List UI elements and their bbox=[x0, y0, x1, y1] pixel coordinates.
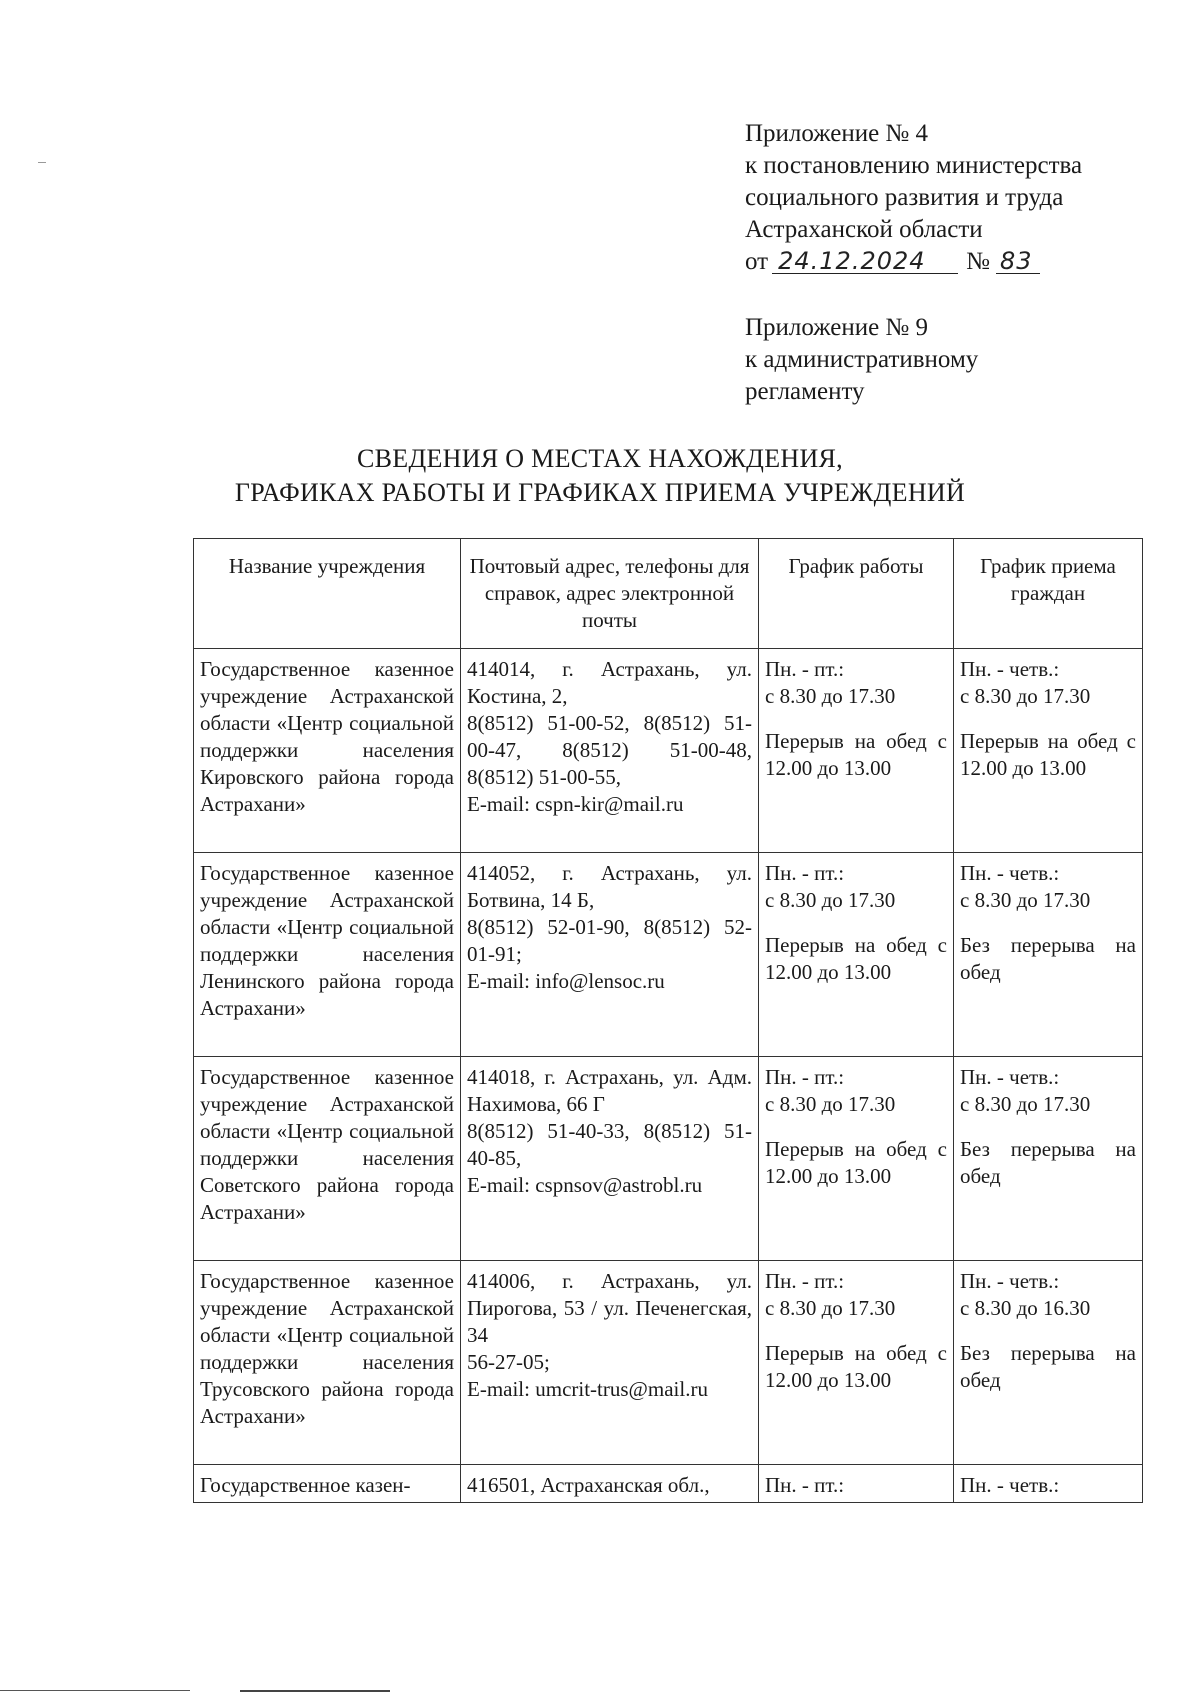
email-address: E-mail: cspn-kir@mail.ru bbox=[467, 792, 684, 816]
document-title bbox=[0, 442, 1200, 510]
reception-hours: с 8.30 до 17.30 bbox=[960, 888, 1091, 912]
institution-contacts bbox=[461, 1057, 759, 1261]
reception-hours: с 8.30 до 16.30 bbox=[960, 1296, 1091, 1320]
handwritten-date: 24.12.2024 bbox=[772, 249, 958, 274]
email-address: E-mail: cspnsov@astrobl.ru bbox=[467, 1173, 703, 1197]
reception-schedule bbox=[954, 649, 1143, 853]
reception-schedule bbox=[954, 1261, 1143, 1465]
reception-days: Пн. - четв.: bbox=[960, 1065, 1060, 1089]
table-row-partial bbox=[194, 1465, 1143, 1503]
table-row bbox=[194, 853, 1143, 1057]
attachment-ref-line: социального развития и труда bbox=[745, 184, 1064, 211]
institution-name: Государственное казенное учреждение Астраханской области «Центр социальной поддержки населения Ленинского района города Астрахани» bbox=[194, 853, 461, 1057]
work-break: Перерыв на обед с 12.00 до 13.00 bbox=[765, 933, 947, 984]
reception-break: Без перерыва на обед bbox=[960, 1341, 1136, 1392]
handwritten-number: 83 bbox=[996, 249, 1040, 274]
institution-contacts bbox=[461, 649, 759, 853]
institution-name: Государственное казенное учреждение Астраханской области «Центр социальной поддержки населения Трусовского района города Астрахани» bbox=[194, 1261, 461, 1465]
attachment-ref-line: регламенту bbox=[745, 378, 865, 405]
institution-name: Государственное казенное учреждение Астраханской области «Центр социальной поддержки населения Советского района города Астрахани» bbox=[194, 1057, 461, 1261]
reception-break: Без перерыва на обед bbox=[960, 933, 1136, 984]
header-address-contacts: Почтовый адрес, телефоны для справок, адрес электронной почты bbox=[461, 539, 759, 649]
table-row bbox=[194, 1057, 1143, 1261]
postal-address: 414014, г. Астрахань, ул. Костина, 2, bbox=[467, 657, 752, 708]
institution-contacts bbox=[461, 1261, 759, 1465]
postal-address: 414018, г. Астрахань, ул. Адм. Нахимова, 66 Г bbox=[467, 1065, 752, 1116]
work-break: Перерыв на обед с 12.00 до 13.00 bbox=[765, 729, 947, 780]
work-days: Пн. - пт.: bbox=[765, 861, 845, 885]
work-days: Пн. - пт.: bbox=[765, 1065, 845, 1089]
work-hours: с 8.30 до 17.30 bbox=[765, 888, 896, 912]
work-break: Перерыв на обед с 12.00 до 13.00 bbox=[765, 1341, 947, 1392]
institution-name: Государственное казенное учреждение Астраханской области «Центр социальной поддержки населения Кировского района города Астрахани» bbox=[194, 649, 461, 853]
institutions-table bbox=[193, 538, 1143, 1503]
phone-numbers: 56-27-05; bbox=[467, 1350, 550, 1374]
institution-contacts bbox=[461, 853, 759, 1057]
work-hours: с 8.30 до 17.30 bbox=[765, 1092, 896, 1116]
header-work-schedule: График работы bbox=[759, 539, 954, 649]
phone-numbers: 8(8512) 51-00-52, 8(8512) 51-00-47, 8(8512) 51-00-48, 8(8512) 51-00-55, bbox=[467, 711, 752, 789]
scan-artifact bbox=[38, 162, 46, 163]
footer-rule bbox=[240, 1690, 390, 1692]
work-schedule bbox=[759, 1261, 954, 1465]
work-schedule bbox=[759, 853, 954, 1057]
table-row bbox=[194, 649, 1143, 853]
work-break: Перерыв на обед с 12.00 до 13.00 bbox=[765, 1137, 947, 1188]
work-days: Пн. - пт.: bbox=[759, 1465, 954, 1503]
reception-break: Без перерыва на обед bbox=[960, 1137, 1136, 1188]
work-days: Пн. - пт.: bbox=[765, 1269, 845, 1293]
work-hours: с 8.30 до 17.30 bbox=[765, 684, 896, 708]
attachment-ref-line: к административному bbox=[745, 346, 979, 373]
attachment-header-regulation bbox=[745, 312, 1165, 408]
reception-schedule bbox=[954, 853, 1143, 1057]
reception-hours: с 8.30 до 17.30 bbox=[960, 684, 1091, 708]
work-schedule bbox=[759, 649, 954, 853]
email-address: E-mail: umcrit-trus@mail.ru bbox=[467, 1377, 708, 1401]
reception-days: Пн. - четв.: bbox=[960, 1269, 1060, 1293]
table-row bbox=[194, 1261, 1143, 1465]
phone-numbers: 8(8512) 51-40-33, 8(8512) 51-40-85, bbox=[467, 1119, 752, 1170]
postal-address: 414006, г. Астрахань, ул. Пирогова, 53 / ул. Печенегская, 34 bbox=[467, 1269, 752, 1347]
phone-numbers: 8(8512) 52-01-90, 8(8512) 52-01-91; bbox=[467, 915, 752, 966]
reception-break: Перерыв на обед с 12.00 до 13.00 bbox=[960, 729, 1136, 780]
footer-rule bbox=[0, 1690, 190, 1691]
postal-address: 414052, г. Астрахань, ул. Ботвина, 14 Б, bbox=[467, 861, 752, 912]
attachment-ref-line: к постановлению министерства bbox=[745, 152, 1083, 179]
title-line: ГРАФИКАХ РАБОТЫ И ГРАФИКАХ ПРИЕМА УЧРЕЖДЕНИЙ bbox=[234, 478, 966, 507]
reception-days: Пн. - четв.: bbox=[954, 1465, 1143, 1503]
reception-days: Пн. - четв.: bbox=[960, 861, 1060, 885]
work-days: Пн. - пт.: bbox=[765, 657, 845, 681]
attachment-ref-line: Астраханской области bbox=[745, 216, 983, 243]
reception-hours: с 8.30 до 17.30 bbox=[960, 1092, 1091, 1116]
date-prefix: от bbox=[745, 248, 769, 275]
header-institution-name: Название учреждения bbox=[194, 539, 461, 649]
table-header-row bbox=[194, 539, 1143, 649]
reception-schedule bbox=[954, 1057, 1143, 1261]
title-line: СВЕДЕНИЯ О МЕСТАХ НАХОЖДЕНИЯ, bbox=[357, 444, 843, 473]
header-reception-schedule: График приема граждан bbox=[954, 539, 1143, 649]
reception-days: Пн. - четв.: bbox=[960, 657, 1060, 681]
postal-address: 416501, Астраханская обл., bbox=[461, 1465, 759, 1503]
attachment-date-line bbox=[745, 246, 1165, 278]
attachment-number: Приложение № 4 bbox=[745, 120, 929, 147]
work-hours: с 8.30 до 17.30 bbox=[765, 1296, 896, 1320]
email-address: E-mail: info@lensoc.ru bbox=[467, 969, 665, 993]
work-schedule bbox=[759, 1057, 954, 1261]
attachment-number: Приложение № 9 bbox=[745, 314, 929, 341]
attachment-header-resolution bbox=[745, 118, 1165, 278]
institution-name: Государственное казен- bbox=[194, 1465, 461, 1503]
number-prefix: № bbox=[966, 248, 990, 275]
